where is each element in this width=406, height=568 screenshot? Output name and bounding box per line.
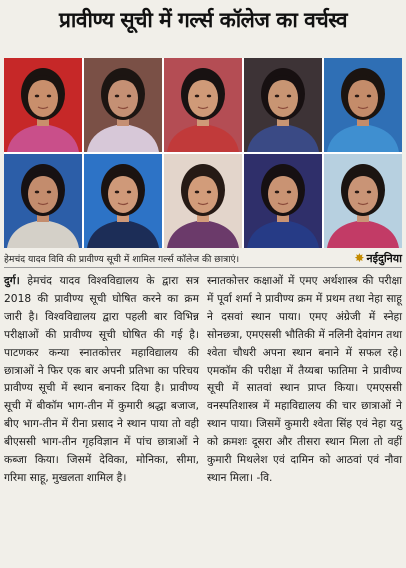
photo-caption: हेमचंद यादव विवि की प्रावीण्य सूची में शामिल गर्ल्स कॉलेज की छात्राएं। xyxy=(4,253,240,265)
student-photo xyxy=(164,154,242,248)
article-body xyxy=(4,272,402,562)
student-photo xyxy=(164,58,242,152)
paragraph xyxy=(4,272,199,487)
student-photo xyxy=(244,154,322,248)
student-photo xyxy=(84,154,162,248)
article-column-2 xyxy=(207,272,402,562)
article-column-1 xyxy=(4,272,199,562)
photo-grid xyxy=(4,58,402,248)
star-icon: ✸ xyxy=(354,251,365,265)
student-photo xyxy=(4,58,82,152)
dateline: दुर्ग। xyxy=(4,274,20,287)
student-photo xyxy=(324,154,402,248)
column-1-text: हेमचंद यादव विश्वविद्यालय के द्वारा सत्र 2018 की प्रावीण्य सूची घोषित करने का क्रम जारी है। विश्वविद्यालय द्वारा पहली बार विभिन्न परीक्षाओं की प्रावीण्य सूची घोषित की गई है। पाटणकर कन्या स्नातकोत्तर महाविद्यालय की छात्राओं ने फिर एक बार अपनी प्रतिभा का परिचय प्रावीण्य सूची में स्थान बनाकर दिया है। प्रावीण्य सूची में बीकॉम भाग-तीन में कुमारी श्रद्धा बजाज, बीए भाग-तीन में रीना प्रसाद ने स्थान पाया तो वही बीएससी भाग-तीन गृहविज्ञान में पांच छात्राओं ने कब्जा किया। जिसमें देविका, मोनिका, सीमा, गरिमा साहू, मुखलता शामिल है। xyxy=(4,274,199,484)
student-photo xyxy=(4,154,82,248)
caption-row xyxy=(4,249,402,268)
logo-text: नईदुनिया xyxy=(366,251,402,265)
student-photo xyxy=(84,58,162,152)
headline: प्रावीण्य सूची में गर्ल्स कॉलेज का वर्चस्व xyxy=(58,8,348,32)
newspaper-logo xyxy=(354,251,402,266)
student-photo xyxy=(244,58,322,152)
column-2-text: स्नातकोत्तर कक्षाओं में एमए अर्थशास्त्र की परीक्षा में पूर्वा शर्मा ने प्रावीण्य क्रम में प्रथम तथा नेहा साहू ने दसवां स्थान पाया। एमए अंग्रेजी में स्नेहा सोनछत्रा, एमएससी भौतिकी में नलिनी देवांगन तथा श्वेता चौधरी अपना स्थान बनाने में सफल रहे। एमकॉम की परीक्षा में तैय्यबा फातिमा ने प्रावीण्य सूची में सातवां स्थान प्राप्त किया। एमएससी वनस्पतिशास्त्र में महाविद्यालय की चार छात्राओं ने स्थान पाया। जिसमें कुमारी श्वेता सिंह एवं नेहा यदु को क्रमशः दूसरा और तीसरा स्थान मिला तो वहीं कुमारी मिथलेश एवं दामिन को आठवां एवं नौवा स्थान मिला। -वि. xyxy=(207,274,402,484)
student-photo xyxy=(324,58,402,152)
